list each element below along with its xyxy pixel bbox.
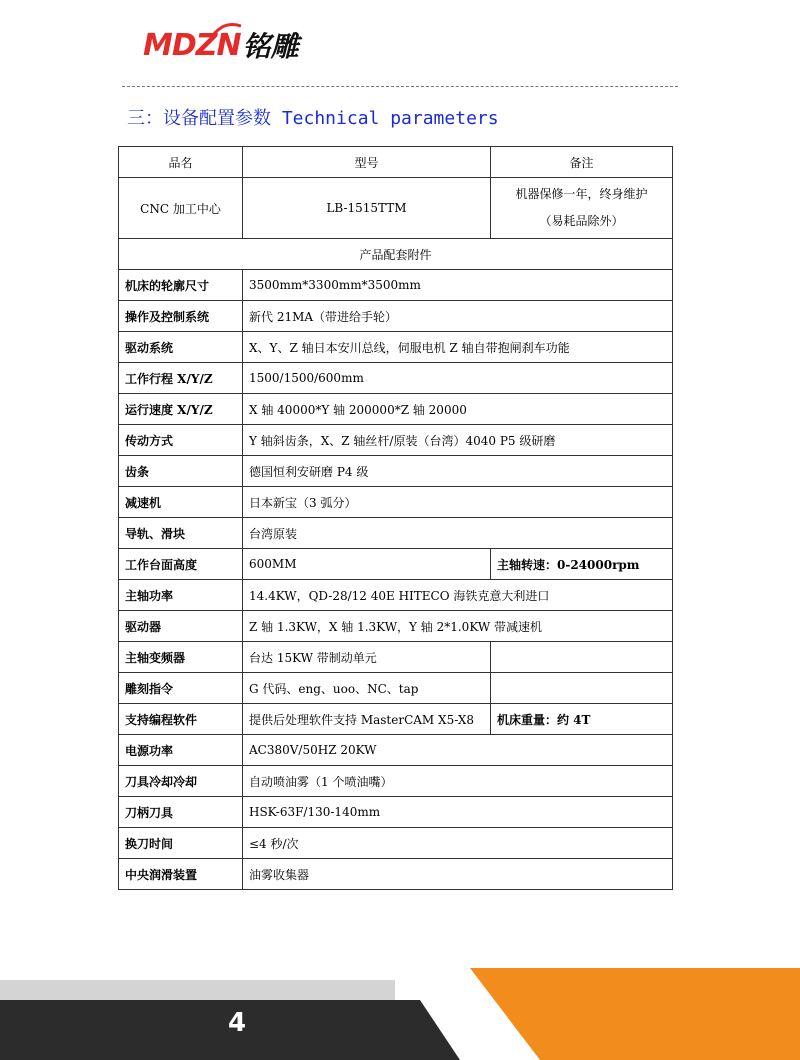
logo-swoosh-icon [209, 22, 243, 40]
param-label: 操作及控制系统 [119, 301, 243, 332]
table-row [119, 859, 673, 890]
brand-logo [143, 25, 299, 65]
param-value: 德国恒利安研磨 P4 级 [243, 456, 673, 487]
param-value: 台湾原装 [243, 518, 673, 549]
param-value: 3500mm*3300mm*3500mm [243, 270, 673, 301]
product-note [491, 178, 673, 239]
table-row [119, 487, 673, 518]
product-note-line1: 机器保修一年，终身维护 [515, 187, 648, 201]
param-value: X 轴 40000*Y 轴 200000*Z 轴 20000 [243, 394, 673, 425]
table-row [119, 642, 673, 673]
param-value: ≤4 秒/次 [243, 828, 673, 859]
param-extra: 机床重量：约 4T [491, 704, 673, 735]
header-model: 型号 [243, 147, 491, 178]
param-value: 油雾收集器 [243, 859, 673, 890]
param-label: 驱动系统 [119, 332, 243, 363]
param-label: 传动方式 [119, 425, 243, 456]
param-label: 工作行程 X/Y/Z [119, 363, 243, 394]
logo-chinese-text: 铭雕 [242, 30, 299, 63]
table-row [119, 766, 673, 797]
param-extra [491, 642, 673, 673]
param-label: 换刀时间 [119, 828, 243, 859]
param-value: AC380V/50HZ 20KW [243, 735, 673, 766]
param-value: 新代 21MA（带进给手轮） [243, 301, 673, 332]
param-extra [491, 673, 673, 704]
param-label: 中央润滑装置 [119, 859, 243, 890]
param-label: 电源功率 [119, 735, 243, 766]
table-row [119, 301, 673, 332]
header-divider [122, 86, 678, 87]
table-row [119, 611, 673, 642]
param-label: 驱动器 [119, 611, 243, 642]
main-product-row [119, 178, 673, 239]
footer-band [0, 968, 800, 1060]
param-value: 1500/1500/600mm [243, 363, 673, 394]
table-row [119, 797, 673, 828]
table-row [119, 363, 673, 394]
param-label: 刀柄刀具 [119, 797, 243, 828]
param-value: X、Y、Z 轴日本安川总线，伺服电机 Z 轴自带抱闸刹车功能 [243, 332, 673, 363]
param-label: 运行速度 X/Y/Z [119, 394, 243, 425]
param-label: 雕刻指令 [119, 673, 243, 704]
param-label: 主轴变频器 [119, 642, 243, 673]
param-value: HSK-63F/130-140mm [243, 797, 673, 828]
param-value: 自动喷油雾（1 个喷油嘴） [243, 766, 673, 797]
product-model: LB-1515TTM [243, 178, 491, 239]
param-value: Z 轴 1.3KW，X 轴 1.3KW，Y 轴 2*1.0KW 带减速机 [243, 611, 673, 642]
table-row [119, 394, 673, 425]
table-row [119, 704, 673, 735]
product-name: CNC 加工中心 [119, 178, 243, 239]
table-row [119, 673, 673, 704]
table-row [119, 580, 673, 611]
logo-latin-text: MDZN [143, 27, 241, 63]
footer-gray-band [0, 980, 395, 1000]
param-label: 支持编程软件 [119, 704, 243, 735]
table-row [119, 270, 673, 301]
param-label: 齿条 [119, 456, 243, 487]
table-row [119, 518, 673, 549]
param-label: 刀具冷却冷却 [119, 766, 243, 797]
header-note: 备注 [491, 147, 673, 178]
parameter-rows [119, 270, 673, 890]
param-label: 主轴功率 [119, 580, 243, 611]
param-value: 提供后处理软件支持 MasterCAM X5-X8 [243, 704, 491, 735]
param-extra: 主轴转速：0-24000rpm [491, 549, 673, 580]
table-row [119, 456, 673, 487]
table-row [119, 425, 673, 456]
param-label: 导轨、滑块 [119, 518, 243, 549]
param-value: 台达 15KW 带制动单元 [243, 642, 491, 673]
table-header-row [119, 147, 673, 178]
param-label: 工作台面高度 [119, 549, 243, 580]
accessories-header-row [119, 239, 673, 270]
param-label: 机床的轮廓尺寸 [119, 270, 243, 301]
product-note-line2: （易耗品除外） [539, 214, 624, 228]
table-row [119, 332, 673, 363]
param-value: 14.4KW，QD-28/12 40E HITECO 海铁克意大利进口 [243, 580, 673, 611]
section-title: 三：设备配置参数 Technical parameters [127, 108, 499, 129]
parameters-table [118, 146, 673, 890]
table-row [119, 828, 673, 859]
table-row [119, 735, 673, 766]
footer-orange-band [470, 968, 800, 1060]
param-value: 日本新宝（3 弧分） [243, 487, 673, 518]
accessories-header: 产品配套附件 [119, 239, 673, 270]
header-name: 品名 [119, 147, 243, 178]
param-value: Y 轴斜齿条，X、Z 轴丝杆/原装（台湾）4040 P5 级研磨 [243, 425, 673, 456]
table-row [119, 549, 673, 580]
param-value: 600MM [243, 549, 491, 580]
param-value: G 代码、eng、uoo、NC、tap [243, 673, 491, 704]
param-label: 减速机 [119, 487, 243, 518]
page-number: 4 [228, 1008, 247, 1038]
